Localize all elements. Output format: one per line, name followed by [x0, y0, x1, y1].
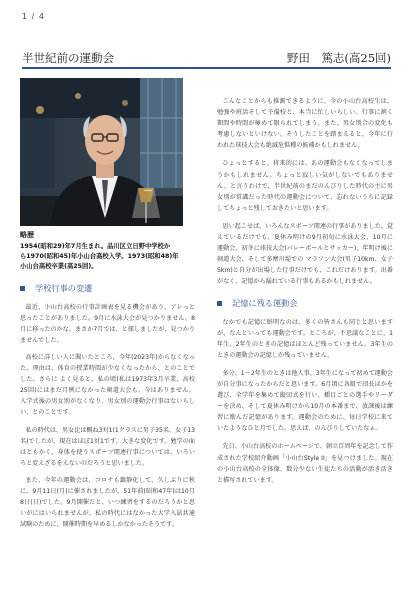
left-column — [20, 228, 195, 536]
section-heading-text: 学校行事の変遷 — [35, 282, 93, 293]
body-paragraph: 多分、1〜2年生のときは他人事、3年生になって初めて運動会が自分事になったからだと思います。6月頃に各組で団長ほかを選び、全学年を集めて縦団式を行い、種目ごとの選手やリーダーを決め、そして夏休み明けから10月の本番まで、放課後は練習に励んだ記憶があります。運動会のために、毎日学校に来ていたようなひと月でした。思えば、のんびりしていたなぁ。 — [217, 369, 393, 433]
body-paragraph: また、今年の運動会は、コロナも鎮静化して、久しぶりに秋に、9月11日(月)に催されましたが、51年前(昭和47年)は10月8日(日)でした。9月開催だと、いつ練習をするのだろうかと思いがにはいられませんが、私の時代にはなかった大学入試共通試験のために、開催時期を早めるしかなかったそうです。 — [20, 476, 195, 529]
article-header — [22, 40, 391, 66]
body-paragraph: ひょっとすると、将来的には、あの運動会もなくなってしまうかもしれません。ちょっと寂しい気がしないでもありません。と言うわけで、半世紀前のまだのんびりした時代の主に男女別が常識だった時代の運動会について、忘れないうちに記録してちょっと残しておきたいと思います。 — [217, 160, 393, 212]
right-column — [217, 96, 393, 493]
page-number: 1 / 4 — [22, 12, 45, 21]
body-paragraph: こんなことからも推測できるように、今の小山台高校生は、勉強や班活そして予備校と、本当に忙しいらしい。行事に割く期間や時間が極めて限られてしまう。また、男女別合の変化も考慮しないといけない。そうしたことを踏まえると、今年に行われた球技大会も絶滅危惧種の候補かもしれません。 — [217, 98, 393, 150]
section-square-icon — [20, 286, 25, 291]
section-heading-school-events — [20, 283, 195, 294]
header-rule — [22, 67, 391, 69]
section-heading-sports-day — [217, 298, 393, 309]
body-paragraph: 最近、小山台高校の行事計画表を見る機会があり、アレっと思ったことがありました。9月に水泳大会が見つかりません。8月に移ったのかな、まさか7月では、と探しましたが、見つかりませんでした。 — [20, 303, 195, 344]
profile-line: 1954(昭和29)年7月生まれ。品川区立日野中学校か — [20, 243, 171, 250]
body-paragraph: 高校に詳しい人に聞いたところ、今年(2023年)からなくなった、理由は、体育の授業時間が少なくなったから、とのことでした。さらに よく見ると、私の頃(私は1973年3月卒業、高校25回)にはまだ月例になかった剣道大会も、今はありません。入学式後の男女別がなくなり、男女別の運動会行事はないらしい、とのことです。 — [20, 353, 195, 417]
section-heading-text: 記憶に残る運動会 — [232, 297, 298, 308]
body-paragraph: 私の時代は、男女比は概ね3対1(1クラスに男子35名、女子13名)でしたが、現在はほぼ1対1です。大きな変化です。勉学の面はともかく、身体を使うスポーツ関連行事については、いろいろと変えざるをえないのだろうと思いました。 — [20, 426, 195, 467]
section-square-icon — [217, 301, 222, 306]
profile-line: ら1970(昭和45)年小山台高校入学。1973(昭和48)年 — [20, 253, 179, 261]
profile-line: 小山台高校卒業(高25回)。 — [20, 263, 98, 271]
body-paragraph: 思い起こせば、いろんなスポーツ関連の行事がありました。覚えているだけでも、夏休み明けの9月初旬に水泳大会、10月に運動会、初冬に球技大会(バレーボールとサッカー)、年明け後に剣道大会、そして多摩川堤での マラソン大会(男子10km、女子5km)と自分が出場した行事だけでも、これだけあります。出番がなく、記憶から漏れている行事もあるかもしれません。 — [217, 222, 393, 286]
body-paragraph: なかでも記憶に鮮明なのは、多くの皆さんも同じと思いますが、なんといっても運動会です。ところが、不思議なことに、1年生、2年生のときの記憶はほとんど残っていません。3年生のときの運動会の記憶しか残っていません。 — [217, 318, 393, 359]
author-photo — [20, 78, 183, 226]
body-paragraph: 先日、小山台高校のホームページで、創立百周年を記念して作成された学校紹介動画「小山台Style II」を見つけました。現在の小山台高校の全体像、数分少ない生徒たちの活動が活き活きと描写されています。 — [217, 443, 393, 484]
article-title: 半世紀前の運動会 — [22, 51, 114, 65]
profile-text — [20, 242, 195, 273]
article-author: 野田 篤志(高25回) — [286, 51, 391, 65]
profile-heading: 略歴 — [20, 231, 34, 239]
